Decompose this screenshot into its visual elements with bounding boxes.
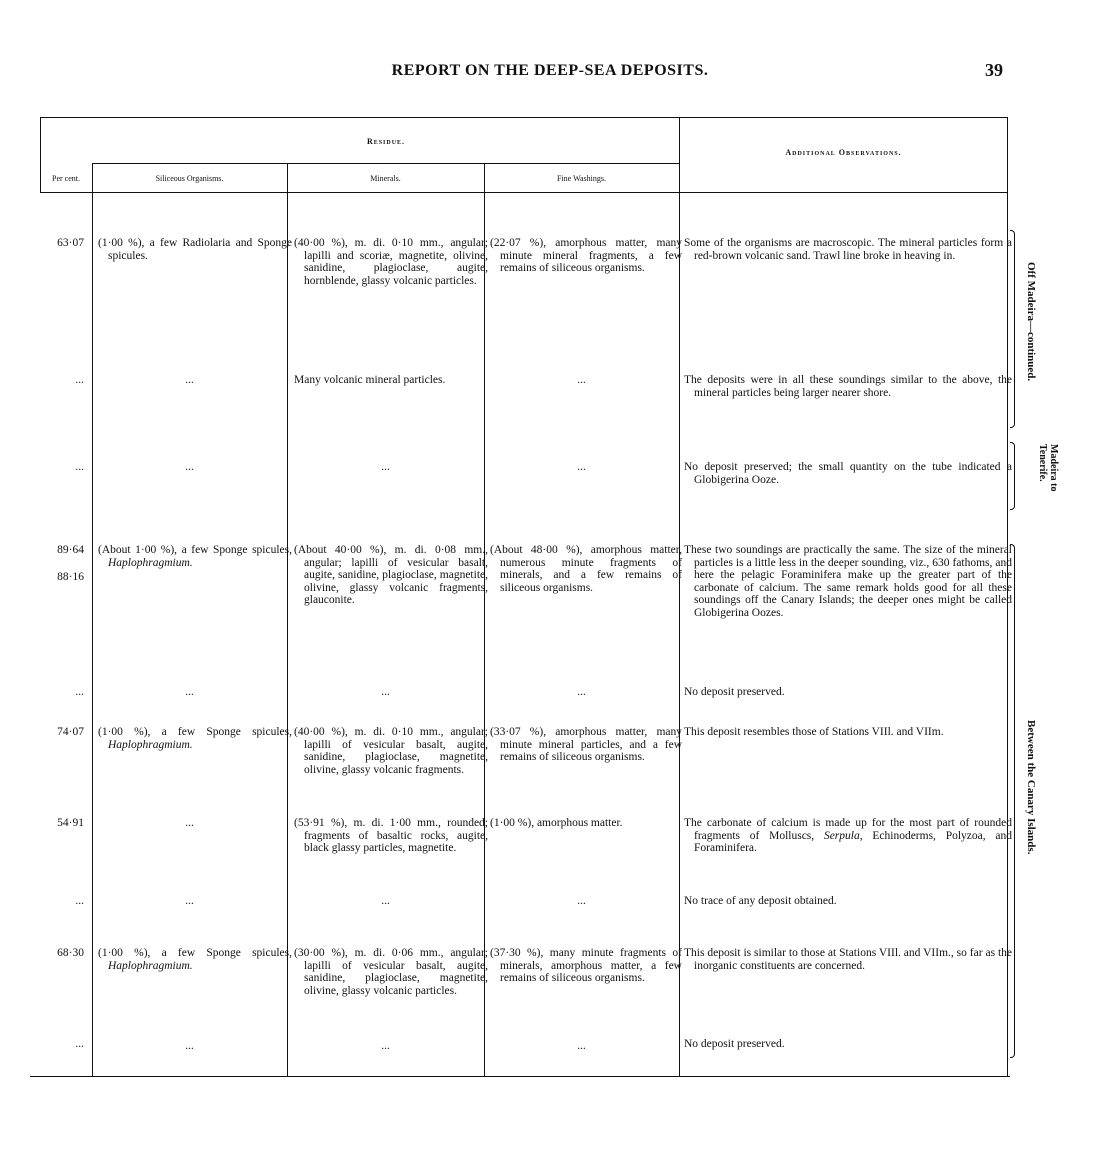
washings-cell: ... <box>577 461 586 473</box>
observations-cell: No deposit preserved. <box>684 686 785 698</box>
siliceous-cell: ... <box>185 895 194 907</box>
percent-cell: 54·91 <box>57 817 84 829</box>
side-label-madeira-tenerife: Madeira to Tenerife. <box>1037 444 1059 492</box>
washings-cell: (37·30 %), many minute fragments of minerals, amorphous matter, a few remains of siliceous organisms. <box>490 947 682 985</box>
siliceous-cell: ... <box>185 817 194 829</box>
observations-cell: The deposits were in all these soundings similar to the above, the mineral particles being larger nearer shore. <box>684 374 1012 399</box>
siliceous-cell: (About 1·00 %), a few Sponge spicules, Haplophragmium. <box>98 544 292 569</box>
minerals-cell: ... <box>381 461 390 473</box>
washings-cell: ... <box>577 374 586 386</box>
minerals-cell: Many volcanic mineral particles. <box>294 374 446 386</box>
siliceous-cell: ... <box>185 1040 194 1052</box>
observations-cell: This deposit resembles those of Stations VIIl. and VIIm. <box>684 726 944 738</box>
observations-cell: Some of the organisms are macroscopic. The mineral particles form a red-brown volcanic sand. Trawl line broke in heaving in. <box>684 237 1012 262</box>
siliceous-cell: ... <box>185 686 194 698</box>
minerals-cell: ... <box>381 1040 390 1052</box>
observations-cell: No deposit preserved; the small quantity on the tube indicated a Globigerina Ooze. <box>684 461 1012 486</box>
percent-header: Per cent. <box>52 174 80 183</box>
percent-cell: ... <box>75 895 84 907</box>
percent-cell: ... <box>75 461 84 473</box>
percent-cell: ... <box>75 1038 84 1050</box>
washings-cell: ... <box>577 895 586 907</box>
minerals-cell: (About 40·00 %), m. di. 0·08 mm., angular; lapilli of vesicular basalt, augite, sanidine, plagioclase, magnetite, olivine, glassy volcanic fragments, glauconite. <box>294 544 488 607</box>
washings-cell: (22·07 %), amorphous matter, many minute mineral fragments, a few remains of siliceous organisms. <box>490 237 682 275</box>
percent-cell-secondary: 88·16 <box>57 571 84 583</box>
siliceous-cell: (1·00 %), a few Sponge spicules, Haplophragmium. <box>98 726 292 751</box>
percent-cell: 89·64 <box>57 544 84 556</box>
observations-cell: These two soundings are practically the same. The size of the mineral particles is a little less in the deeper sounding, viz., 630 fathoms, and here the pelagic Foraminifera make up the greater part of the carbonate of calcium. The same remark holds good for all these soundings off the Canary Islands; the deeper ones might be called Globigerina Oozes. <box>684 544 1012 619</box>
washings-cell: ... <box>577 686 586 698</box>
washings-header: Fine Washings. <box>557 174 606 183</box>
siliceous-cell: ... <box>185 461 194 473</box>
minerals-cell: (30·00 %), m. di. 0·06 mm., angular; lapilli of vesicular basalt, augite, sanidine, plagioclase, magnetite, olivine, glassy volcanic particles. <box>294 947 488 997</box>
siliceous-cell: (1·00 %), a few Radiolaria and Sponge spicules. <box>98 237 292 262</box>
washings-cell: (33·07 %), amorphous matter, many minute mineral particles, and a few remains of siliceous organisms. <box>490 726 682 764</box>
side-label-canary: Between the Canary Islands. <box>1025 720 1037 855</box>
washings-cell: ... <box>577 1040 586 1052</box>
brace-madeira-tenerife <box>1010 442 1015 510</box>
page-number: 39 <box>985 60 1003 80</box>
washings-cell: (1·00 %), amorphous matter. <box>490 817 623 829</box>
observations-cell: This deposit is similar to those at Stations VIIl. and VIIm., so far as the inorganic constituents are concerned. <box>684 947 1012 972</box>
minerals-cell: (40·00 %), m. di. 0·10 mm., angular; lapilli and scoriæ, magnetite, olivine, sanidine, plagioclase, augite, hornblende, glassy volcanic particles. <box>294 237 488 287</box>
observations-cell: No deposit preserved. <box>684 1038 785 1050</box>
siliceous-cell: ... <box>185 374 194 386</box>
running-title: REPORT ON THE DEEP-SEA DEPOSITS. <box>391 62 709 79</box>
percent-cell: 74·07 <box>57 726 84 738</box>
siliceous-header: Siliceous Organisms. <box>155 174 224 183</box>
minerals-header: Minerals. <box>370 174 401 183</box>
side-label-madeira: Off Madeira—continued. <box>1025 262 1037 382</box>
brace-canary <box>1010 544 1015 1058</box>
minerals-cell: (53·91 %), m. di. 1·00 mm., rounded; fragments of basaltic rocks, augite, black glassy particles, magnetite. <box>294 817 488 855</box>
observations-cell: No trace of any deposit obtained. <box>684 895 837 907</box>
washings-cell: (About 48·00 %), amorphous matter, numerous minute fragments of minerals, and a few remains of siliceous organisms. <box>490 544 682 594</box>
siliceous-cell: (1·00 %), a few Sponge spicules, Haplophragmium. <box>98 947 292 972</box>
observations-header: Additional Observations. <box>785 148 902 157</box>
minerals-cell: ... <box>381 686 390 698</box>
residue-header: Residue. <box>366 137 406 146</box>
minerals-cell: ... <box>381 895 390 907</box>
minerals-cell: (40·00 %), m. di. 0·10 mm., angular; lapilli of vesicular basalt, augite, sanidine, plagioclase, magnetite, olivine, glassy volcanic fragments. <box>294 726 488 776</box>
percent-cell: ... <box>75 374 84 386</box>
brace-madeira <box>1010 230 1015 428</box>
observations-cell: The carbonate of calcium is made up for the most part of rounded fragments of Molluscs, Serpula, Echinoderms, Polyzoa, and Foraminifera. <box>684 817 1012 855</box>
percent-cell: 68·30 <box>57 947 84 959</box>
percent-cell: ... <box>75 686 84 698</box>
percent-cell: 63·07 <box>57 237 84 249</box>
